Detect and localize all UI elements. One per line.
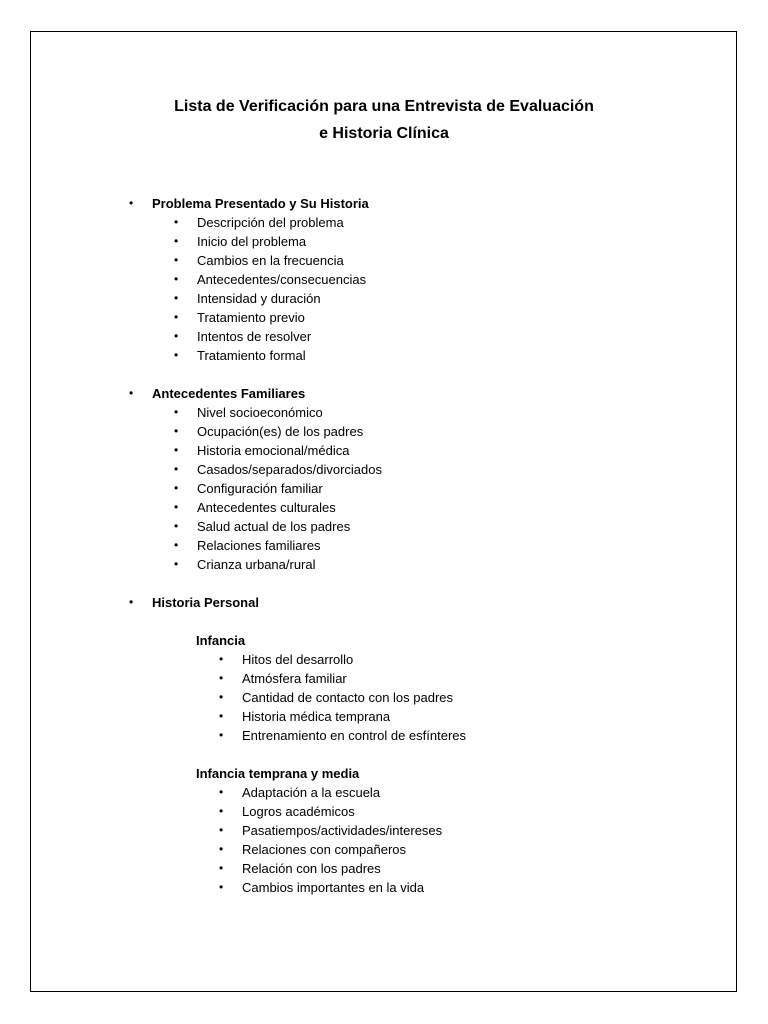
list-item: • Adaptación a la escuela <box>219 785 381 800</box>
bullet-icon: • <box>219 690 224 704</box>
bullet-icon: • <box>174 443 179 457</box>
title-line-2: e Historia Clínica <box>319 125 449 142</box>
bullet-icon: • <box>174 481 179 495</box>
list-item: • Hitos del desarrollo <box>219 652 354 667</box>
list-item: • Salud actual de los padres <box>174 519 351 534</box>
list-item: • Nivel socioeconómico <box>174 405 323 420</box>
bullet-icon: • <box>174 215 179 229</box>
bullet-icon: • <box>219 861 224 875</box>
section-heading-family: • Antecedentes Familiares <box>129 386 306 401</box>
checklist <box>0 194 768 897</box>
bullet-icon: • <box>174 405 179 419</box>
bullet-icon: • <box>174 424 179 438</box>
list-item: • Ocupación(es) de los padres <box>174 424 364 439</box>
bullet-icon: • <box>174 310 179 324</box>
list-item: • Tratamiento previo <box>174 310 305 325</box>
bullet-icon: • <box>174 234 179 248</box>
bullet-icon: • <box>129 595 134 609</box>
bullet-icon: • <box>219 785 224 799</box>
list-item: • Entrenamiento en control de esfínteres <box>219 728 467 743</box>
bullet-icon: • <box>219 823 224 837</box>
list-item: • Casados/separados/divorciados <box>174 462 382 477</box>
subheading-infancy: Infancia <box>196 633 246 648</box>
list-item: • Logros académicos <box>219 804 355 819</box>
bullet-icon: • <box>219 880 224 894</box>
list-item: • Configuración familiar <box>174 481 323 496</box>
list-item: • Crianza urbana/rural <box>174 557 316 572</box>
bullet-icon: • <box>174 538 179 552</box>
subheading-childhood: Infancia temprana y media <box>196 766 360 781</box>
bullet-icon: • <box>219 671 224 685</box>
bullet-icon: • <box>174 272 179 286</box>
list-item: • Historia médica temprana <box>219 709 391 724</box>
list-item: • Relaciones con compañeros <box>219 842 407 857</box>
list-item: • Relaciones familiares <box>174 538 321 553</box>
bullet-icon: • <box>174 329 179 343</box>
list-item: • Descripción del problema <box>174 215 344 230</box>
list-item: • Intensidad y duración <box>174 291 321 306</box>
bullet-icon: • <box>174 253 179 267</box>
bullet-icon: • <box>219 804 224 818</box>
list-item: • Relación con los padres <box>219 861 381 876</box>
bullet-icon: • <box>174 500 179 514</box>
list-item: • Atmósfera familiar <box>219 671 347 686</box>
section-heading-personal: • Historia Personal <box>129 595 259 610</box>
section-heading-problem: • Problema Presentado y Su Historia <box>129 196 369 211</box>
list-item: • Tratamiento formal <box>174 348 306 363</box>
bullet-icon: • <box>219 652 224 666</box>
bullet-icon: • <box>219 709 224 723</box>
bullet-icon: • <box>174 519 179 533</box>
list-item: • Inicio del problema <box>174 234 307 249</box>
list-item: • Intentos de resolver <box>174 329 312 344</box>
bullet-icon: • <box>174 348 179 362</box>
list-item: • Cambios importantes en la vida <box>219 880 425 895</box>
list-item: • Antecedentes/consecuencias <box>174 272 367 287</box>
list-item: • Cambios en la frecuencia <box>174 253 344 268</box>
bullet-icon: • <box>219 842 224 856</box>
list-item: • Historia emocional/médica <box>174 443 350 458</box>
list-item: • Antecedentes culturales <box>174 500 336 515</box>
title-line-1: Lista de Verificación para una Entrevista de Evaluación <box>174 98 594 115</box>
bullet-icon: • <box>219 728 224 742</box>
bullet-icon: • <box>174 557 179 571</box>
bullet-icon: • <box>174 462 179 476</box>
list-item: • Cantidad de contacto con los padres <box>219 690 454 705</box>
bullet-icon: • <box>129 196 134 210</box>
bullet-icon: • <box>174 291 179 305</box>
list-item: • Pasatiempos/actividades/intereses <box>219 823 443 838</box>
document-title <box>0 93 768 147</box>
bullet-icon: • <box>129 386 134 400</box>
